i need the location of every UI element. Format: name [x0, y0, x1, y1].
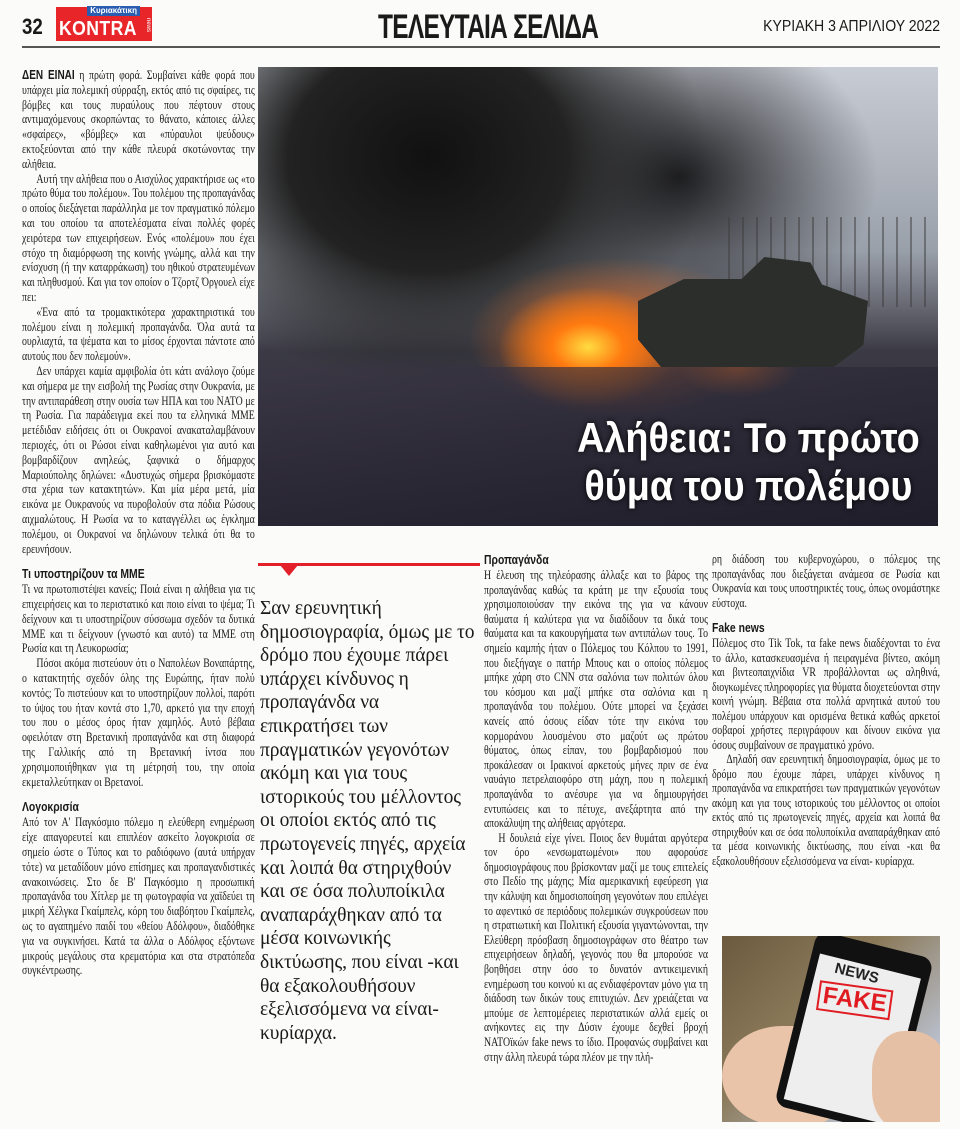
- paragraph: Από τον Α' Παγκόσμιο πόλεμο η ελεύθερη ενημέρωση είχε απαγορευτεί και επιπλέον ασκείτο λογοκρισία σε σημείο ώστε ο Τύπος και το ραδιόφωνο (αυτά υπήρχαν τότε) να μεταδίδουν μόνο επίσημες και προπαγανδιστικές ανακοινώσεις. Στο δε Β' Παγκόσμιο η προσωπική προπαγάνδα του Χίτλερ με τη φωτογραφία να χαϊδεύει τη μικρή Χέλγκα Γκαίμπελς, κόρη του διαβόητου Γκαίμπελς, ως το αγαπημένο παιδί του «θείου Αδόλφου», διαδόθηκε για να συγκινήσει. Κατά τα άλλα ο Αδόλφος εξόντωνε μικρούς μεγάλους στα κρεματόρια και στα στρατόπεδα συγκέντρωσης.: [22, 815, 255, 978]
- lead-in: ΔΕΝ ΕΙΝΑΙ: [22, 68, 75, 82]
- subheading-fake-news: Fake news: [712, 620, 765, 635]
- pullquote: Σαν ερευνητική δημοσιογραφία, όμως με το δρόμο που έχουμε πάρει υπάρχει κίνδυνος η προπαγάνδα να επικρατήσει των πραγματικών γεγονότων ακόμη και για τους ιστορικούς του μέλλοντος οι οποίοι εκτός από τις πρωτογενείς πηγές, αρχεία και λοιπά θα στηριχθούν και σε όσα πολυποίκιλα αναπαράχθηκαν από τα μέσα κοινωνικής δικτύωσης, που είναι -και θα εξακολουθήσουν εξελισσόμενα να είναι- κυρίαρχα.: [260, 598, 475, 1044]
- page-number: 32: [22, 14, 43, 39]
- section-title: ΤΕΛΕΥΤΑΙΑ ΣΕΛΙΔΑ: [378, 8, 599, 46]
- headline-line-2: θύμα του πολέμου: [584, 462, 913, 509]
- pullquote-notch: [280, 565, 298, 576]
- paragraph: Πόλεμος στο Tik Tok, τα fake news διαδέχονται το ένα το άλλο, κατασκευασμένα ή πειραγμένα βίντεο, ακόμη και βιντεοπαιχνίδια VR προβάλλονται ως αληθινά, διογκωμένες πληροφορίες για θύματα διοχετεύονται στην κοινή γνώμη. Βέβαια στα πολλά αρνητικά αυτού του πολέμου υπάρχουν και ορισμένα θετικά καθώς αρκετοί σοβαροί χρήστες περιγράφουν και δίνουν εικόνα για όσους συμβαίνουν σε πραγματικό χρόνο.: [712, 636, 940, 752]
- logo-tagline: Κυριακάτικη: [87, 6, 140, 16]
- quote-paragraph: «Ένα από τα τρομακτικότερα χαρακτηριστικά του πολέμου είναι η πολεμική προπαγάνδα. Όλα αυτά τα ουρλιαχτά, τα ψέματα και το μίσος έρχονται πάντοτε από αυτούς που δεν πολεμούν».: [22, 304, 255, 364]
- subheading-mme: Τι υποστηρίζουν τα ΜΜΕ: [22, 566, 145, 582]
- paragraph-text: η πρώτη φορά. Συμβαίνει κάθε φορά που υπάρχει μία πολεμική σύρραξη, εκτός από τις σφαίρες, τις βόμβες και τους πυραύλους που πέφτουν στους αντιμαχόμενους σκορπώντας το θάνατο, κάποιες άλλες «σφαίρες», «βόμβες» και «πύραυλοι ψεύδους» εκτοξεύονται από την κάθε πλευρά σκοτώνοντας την αλήθεια.: [22, 68, 255, 171]
- page-header: [0, 0, 960, 48]
- thumb: [872, 1031, 940, 1122]
- fake-news-phone-photo: [722, 936, 940, 1122]
- article-column-4: [712, 552, 940, 868]
- paragraph: Πόσοι ακόμα πιστεύουν ότι ο Ναπολέων Βοναπάρτης, ο κατακτητής σχεδόν όλης της Ευρώπης, ήταν πολύ κοντός; Το πιστεύουν και το υποστηρίζουν πολλοί, παρότι το ύψος του ήταν κοντά στο 1,70, αρκετό για την εποχή του που ο μέσος όρος ήταν χαμηλός. Αυτό βέβαια οφειλόταν στη Βρετανική προπαγάνδα και στη διαφορά της Γαλλικής από τη Βρετανική ίντσα που χρησιμοποιήθηκαν για τη μέτρησή του, την οποία εκμεταλλεύτηκαν οι Βρετανοί.: [22, 656, 255, 789]
- paragraph: Δεν υπάρχει καμία αμφιβολία ότι κάτι ανάλογο ζούμε και σήμερα με την εισβολή της Ρωσίας στην Ουκρανία, με την αντιπαράθεση στην ουσία των ΗΠΑ και του ΝΑΤΟ με τη Ρωσία. Για παράδειγμα εκεί που τα ελληνικά ΜΜΕ μετέδιδαν ειδήσεις ότι οι Ουκρανοί ανακαταλαμβάνουν περιοχές, ότι οι Ρώσοι είναι καθηλωμένοι για αυτό και βομβαρδίζουν ανηλεώς, ξαφνικά ο δήμαρχος Μαριούπολης δηλώνει: «Δυστυχώς σήμερα βρισκόμαστε στα χέρια των κατακτητών». Και μία μέρα μετά, μία εικόνα με Ουκρανούς να πυροβολούν στα πόδια Ρώσους αιχμαλώτους. Η Ρωσία να το καταγγέλλει ως έγκλημα πολέμου, οι Ουκρανοί να δηλώνουν τελικά ότι θα το ερευνήσουν.: [22, 363, 255, 556]
- kontra-logo: [56, 7, 152, 41]
- article-headline: [577, 414, 920, 510]
- paragraph: Δηλαδή σαν ερευνητική δημοσιογραφία, όμως με το δρόμο που έχουμε πάρει, υπάρχει κίνδυνος η προπαγάνδα να επικρατήσει των πραγματικών γεγονότων ακόμη και για τους ιστορικούς του μέλλοντος οι οποίοι εκτός από τις πρωτογενείς πηγές, αρχεία και λοιπά θα στηριχθούν και σε όσα πολυποίκιλα αναπαράχθηκαν από τα μέσα κοινωνικής δικτύωσης, που είναι -και θα εξακολουθήσουν εξελισσόμενα να είναι- κυρίαρχα.: [712, 752, 940, 868]
- paragraph: Τι να πρωτοπιστέψει κανείς; Ποιά είναι η αλήθεια για τις επιχειρήσεις και το περιστατικό και ποιο είναι το ψέμα; Τι δείχνουν και τι υποστηρίζουν σύσσωμα σχεδόν τα δυτικά ΜΜΕ και τι δείχνουν (γνωστό και αυτό) τα ΜΜΕ στη Ρωσία και τη Λευκορωσία;: [22, 582, 255, 656]
- logo-name: KONTRA: [59, 18, 137, 40]
- subheading-censorship: Λογοκρισία: [22, 799, 79, 815]
- subheading-propaganda: Προπαγάνδα: [484, 552, 549, 567]
- headline-line-1: Αλήθεια: Το πρώτο: [577, 414, 920, 461]
- paragraph: ρη διάδοση του κυβερνοχώρου, ο πόλεμος της προπαγάνδας που διεξάγεται ανάμεσα σε Ρωσία και Ουκρανία και τους υποστηρικτές τους, όπως ονομάστηκε εύστοχα.: [712, 552, 940, 610]
- logo-sub: news: [145, 18, 151, 33]
- paragraph: Η δουλειά είχε γίνει. Ποιος δεν θυμάται αργότερα τον όρο «ενσωματωμένοι» που αφορούσε δημοσιογράφους που βρίσκονταν μαζί με τους επιτελείς στο Πεδίο της μάχης; Μία αμερικανική εφεύρεση για την κάλυψη και δημοσιοποίηση γεγονότων που επιλέγει το αφεντικό σε περιόδους πολεμικών συγκρούσεων που η στρατιωτική και Πολιτική εξουσία γιγαντώνονται, την Ελεύθερη πρόσβαση δημοσιογράφων στο θέατρο των επιχειρήσεων δηλαδή, γεγονός που θα μπορούσε να βοηθήσει στην όσο το δυνατόν αντικειμενική ενημέρωση του κοινού κι ας ενδιαφέρονταν μόνο για τη διάδοση των δικών τους επιτυχιών. Δεν χρειάζεται να μπούμε σε λεπτομέρειες περιστατικών αλλά εμείς οι ανήκοντες εις την Δύσιν έχουμε δεχθεί βροχή ΝΑΤΟϊκών fake news το ίδιο. Προφανώς συμβαίνει και στην άλλη πλευρά τώρα πλέον με την πλή-: [484, 830, 708, 1064]
- article-column-1: [22, 68, 255, 978]
- article-column-3: [484, 552, 708, 1064]
- paragraph: Αυτή την αλήθεια που ο Αισχύλος χαρακτήρισε ως «το πρώτο θύμα του πολέμου». Του πολέμου της προπαγάνδας ο οποίος διεξάγεται παράλληλα με τον πραγματικό πόλεμο και του οποίου τα αποτελέσματα είναι πολλές φορές χειρότερα των επιχειρήσεων. Ενός «πολέμου» που έχει στόχο τη διαμόρφωση της κοινής γνώμης, αλλά και την ενίσχυση (ή την καταρράκωση) του ηθικού στρατευμένων και πληθυσμού. Και για τον οποίον ο Τζορτζ Όργουελ είχε πει:: [22, 171, 255, 304]
- burning-tank-photo: [258, 67, 938, 526]
- paragraph: Η έλευση της τηλεόρασης άλλαξε και το βάρος της προπαγάνδας καθώς τα κράτη με την εξουσία τους χρησιμοποιούσαν την εικόνα της για να κάνουν θαύματα ή καλύτερα για να διαδίδουν τα δικά τους θαύματα και τα κακουργήματα των αντιπάλων τους. Το σημείο καμπής ήταν ο Πόλεμος του Κόλπου το 1991, που διεξήγαγε ο πατήρ Μπους και ο οποίος πόλεμος μπήκε χάρη στο CNN στα σαλόνια των πολιτών όλου του κόσμου και μαζί μπήκε στα σαλόνια και η προπαγάνδα του πολέμου. Ούτε μπορεί να ξεχάσει κανείς από όσους είδαν τότε την εικόνα του κορμοράνου λουσμένου στο μαζούτ ως πρώτου θύματος, όπως είπαν, του βομβαρδισμού που προκάλεσαν οι Ιρακινοί αρκετούς μήνες πριν σε ένα ναυάγιο πετρελαιοφόρο στη μάχη, που η πολεμική προπαγάνδα το ανέσυρε για να δημιουργήσει εντυπώσεις και το πέτυχε, ανεξάρτητα από την αποκάλυψη της αλήθειας αργότερα.: [484, 568, 708, 831]
- header-rule: [22, 46, 940, 48]
- issue-date: ΚΥΡΙΑΚΗ 3 ΑΠΡΙΛΙΟΥ 2022: [763, 18, 940, 35]
- screen-fake-stamp: FAKE: [816, 980, 893, 1020]
- lead-paragraph: [22, 68, 255, 172]
- screen-news-text: NEWS: [832, 959, 881, 988]
